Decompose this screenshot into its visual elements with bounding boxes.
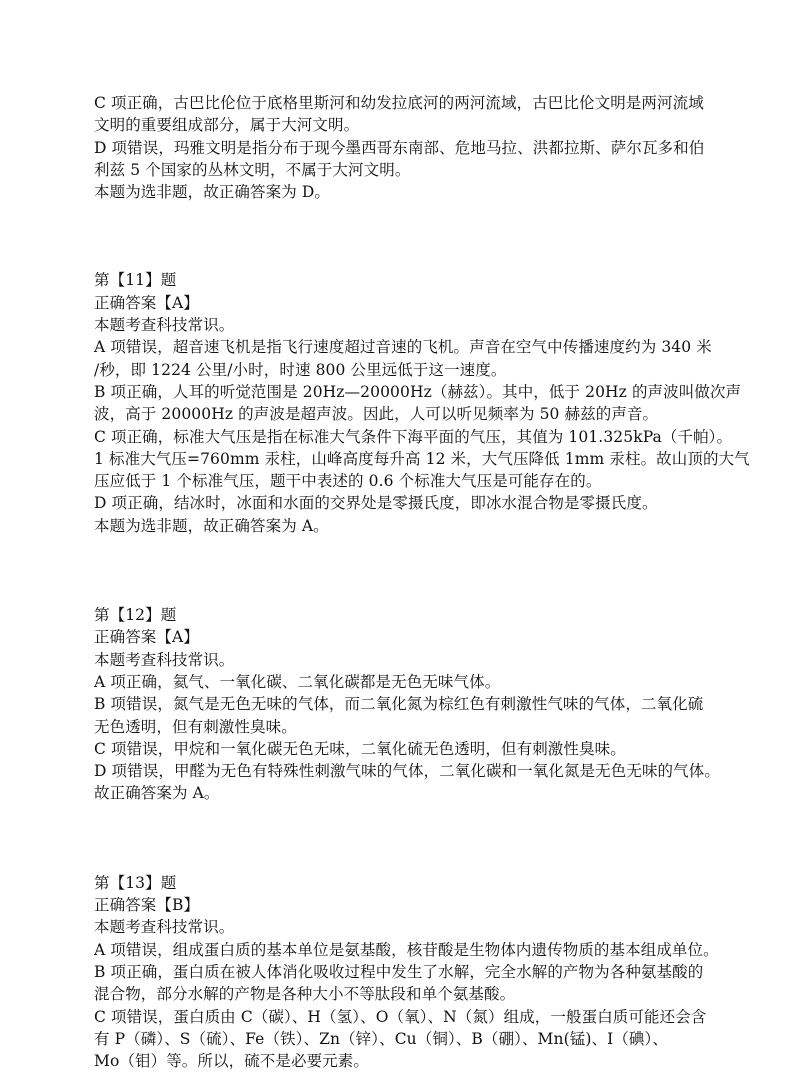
text-line: Mo（钼）等。所以，硫不是必要元素。 [94, 1052, 370, 1071]
question-title: 第【11】题 [94, 271, 177, 290]
previous-answer-block [94, 92, 724, 203]
correct-answer: 正确答案【A】 [94, 293, 199, 312]
text-line: C 项错误，甲烷和一氧化碳无色无味，二氧化硫无色透明，但有刺激性臭味。 [94, 739, 626, 758]
text-line: 混合物，部分水解的产物是各种大小不等肽段和单个氨基酸。 [94, 985, 516, 1004]
text-line: D 项错误，玛雅文明是指分布于现今墨西哥东南部、危地马拉、洪都拉斯、萨尔瓦多和伯 [94, 138, 705, 157]
text-line: D 项正确，结冰时，冰面和水面的交界处是零摄氏度，即冰水混合物是零摄氏度。 [94, 494, 658, 513]
text-line: C 项正确，标准大气压是指在标准大气条件下海平面的气压，其值为 101.325kPa（千帕）。 [94, 427, 733, 446]
text-line: 故正确答案为 A。 [94, 784, 220, 803]
text-line: 本题为选非题，故正确答案为 D。 [94, 183, 330, 202]
text-line: 有 P（磷）、S（硫）、Fe（铁）、Zn（锌）、Cu（铜）、B（硼）、Mn(锰)、I（碘）、 [94, 1029, 668, 1048]
text-line: B 项正确，人耳的听觉范围是 20Hz—20000Hz（赫兹）。其中，低于 20Hz 的声波叫做次声 [94, 382, 742, 401]
text-line: 本题为选非题，故正确答案为 A。 [94, 516, 329, 535]
text-line: 波，高于 20000Hz 的声波是超声波。因此，人可以听见频率为 50 赫兹的声音。 [94, 405, 659, 424]
text-line: A 项错误，组成蛋白质的基本单位是氨基酸，核苷酸是生物体内遗传物质的基本组成单位。 [94, 940, 719, 959]
text-line: C 项错误，蛋白质由 C（碳）、H（氢）、O（氧）、N（氮）组成，一般蛋白质可能还会含 [94, 1007, 707, 1026]
text-line: 1 标准大气压=760mm 汞柱，山峰高度每升高 12 米，大气压降低 1mm 汞柱。故山顶的大气 [94, 449, 750, 468]
text-line: B 项正确，蛋白质在被人体消化吸收过程中发生了水解，完全水解的产物为各种氨基酸的 [94, 962, 704, 981]
text-line: C 项正确，古巴比伦位于底格里斯河和幼发拉底河的两河流域，古巴比伦文明是两河流域 [94, 94, 704, 112]
question-11-block [94, 269, 750, 537]
question-title: 第【13】题 [94, 873, 177, 892]
text-line: 本题考查科技常识。 [94, 316, 235, 335]
text-line: D 项错误，甲醛为无色有特殊性刺激气味的气体，二氧化碳和一氧化氮是无色无味的气体。 [94, 762, 720, 781]
text-line: 本题考查科技常识。 [94, 650, 235, 669]
question-12-block [94, 604, 724, 805]
question-13-block [94, 872, 724, 1072]
question-title: 第【12】题 [94, 606, 177, 625]
text-line: 压应低于 1 个标准气压，题干中表述的 0.6 个标准大气压是可能存在的。 [94, 472, 602, 491]
text-line: B 项错误，氮气是无色无味的气体，而二氧化氮为棕红色有刺激性气味的气体，二氧化硫 [94, 695, 704, 714]
text-line: A 项错误，超音速飞机是指飞行速度超过音速的飞机。声音在空气中传播速度约为 340 米 [94, 338, 712, 357]
text-line: 本题考查科技常识。 [94, 918, 235, 937]
correct-answer: 正确答案【A】 [94, 628, 199, 647]
text-line: A 项正确，氦气、一氧化碳、二氧化碳都是无色无味气体。 [94, 672, 501, 691]
text-line: 文明的重要组成部分，属于大河文明。 [94, 116, 360, 135]
text-line: 无色透明，但有刺激性臭味。 [94, 717, 297, 736]
document-page [94, 92, 750, 1072]
text-line: 利兹 5 个国家的丛林文明，不属于大河文明。 [94, 160, 411, 179]
correct-answer: 正确答案【B】 [94, 896, 200, 915]
text-line: /秒，即 1224 公里/小时，时速 800 公里远低于这一速度。 [94, 360, 507, 379]
